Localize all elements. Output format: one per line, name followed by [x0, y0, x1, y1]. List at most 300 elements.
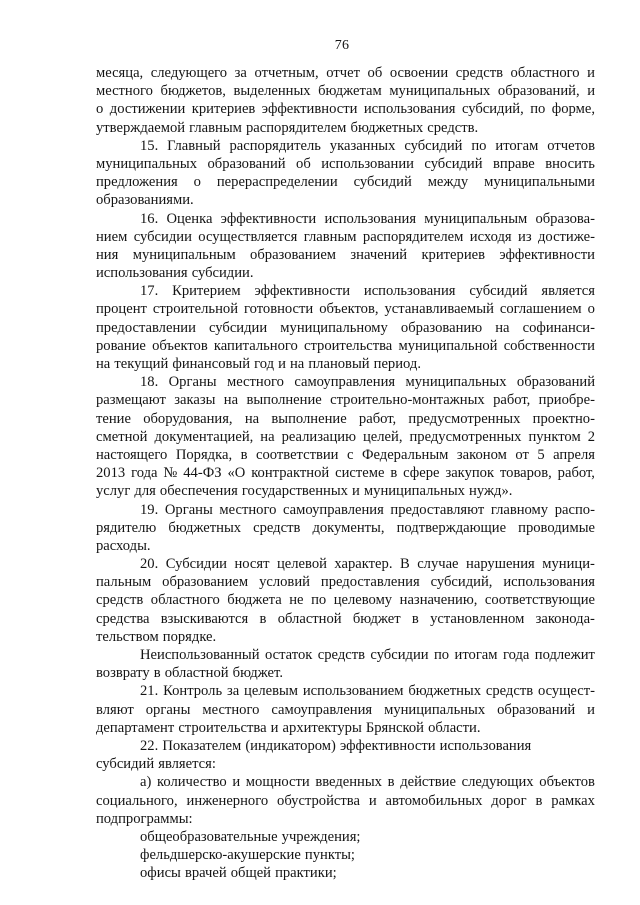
word: субсидий, [430, 574, 493, 591]
word: областной [277, 610, 342, 627]
word: Органы [164, 501, 213, 518]
word: Главный [167, 137, 221, 154]
word: а) [140, 774, 152, 791]
word: следующего [150, 65, 228, 81]
word: бюджетных [408, 683, 482, 700]
text-line [96, 82, 595, 100]
word: остаток [264, 647, 313, 663]
word: 16. [140, 210, 159, 227]
word: между [427, 174, 469, 191]
word: на [495, 319, 510, 336]
word: субсидий [404, 137, 463, 154]
word: муниципальных [363, 483, 465, 500]
word: самоуправления [294, 374, 396, 391]
word: государственных [241, 483, 348, 500]
word: и [270, 719, 279, 736]
word: на [290, 356, 305, 372]
text-line [96, 300, 595, 318]
word: законом [456, 446, 507, 463]
word: 19. [140, 501, 159, 518]
word: готовности [243, 301, 314, 318]
word: перераспределении [216, 174, 338, 191]
word: случае [417, 556, 459, 573]
word: документы, [312, 519, 385, 536]
word: является [541, 283, 595, 300]
word: реализацию [281, 428, 356, 445]
word: в [535, 792, 543, 809]
word: выполнение [271, 410, 347, 427]
word: критериев [421, 246, 485, 263]
word: образованию [400, 319, 483, 336]
word: и [278, 356, 286, 372]
word: департамент [96, 719, 175, 736]
word: работ, [557, 465, 595, 482]
word: муниципальными [484, 174, 595, 191]
word: оборудования, [143, 410, 233, 427]
word: взыскиваются [160, 610, 249, 627]
text-line [96, 501, 595, 519]
word: использованием [302, 683, 404, 700]
word: муниципальных [389, 83, 491, 100]
word: бюджет [352, 610, 401, 627]
word: Контроль [163, 683, 223, 700]
text-line [96, 246, 595, 264]
word: строительства [178, 719, 267, 736]
word: назначению, [399, 592, 478, 609]
word: 15. [140, 137, 159, 154]
word: муници- [542, 556, 595, 573]
word: отчет [326, 65, 360, 81]
text-line [96, 446, 595, 464]
word: условий [259, 574, 310, 591]
word: на [96, 356, 111, 372]
text-line [96, 519, 595, 537]
word: эффективности [254, 283, 351, 300]
word: средств [96, 592, 144, 609]
word: В [399, 556, 410, 573]
word: процент [96, 301, 147, 318]
word: 18. [140, 374, 159, 391]
word: эффективности [499, 246, 595, 263]
text-line [96, 155, 595, 173]
word: от [515, 446, 529, 463]
word: утверждаемой [96, 119, 186, 136]
word: эффективности [220, 210, 317, 227]
word: пунктом [528, 428, 581, 445]
word: Порядка, [175, 446, 233, 463]
word: образований [207, 155, 286, 172]
word: контрактной [251, 465, 330, 482]
text-line [96, 591, 595, 609]
word: на [260, 428, 275, 445]
word: отчетным, [254, 65, 319, 81]
word: закупок [445, 465, 495, 482]
word: по [311, 592, 327, 609]
word: вляют [96, 701, 134, 718]
word: и [587, 83, 595, 100]
word: системе [335, 465, 385, 482]
word: субсидии [209, 319, 268, 336]
text-line [96, 755, 595, 773]
word: порядке. [162, 628, 217, 645]
word: год [254, 356, 275, 372]
word: Федеральным [361, 446, 449, 463]
word: образований [497, 701, 576, 718]
text-line [96, 810, 595, 828]
text-line [96, 792, 595, 810]
word: за [226, 683, 240, 700]
word: Критерием [172, 283, 241, 300]
word: целевой [276, 556, 327, 573]
text-line [96, 773, 595, 791]
text-line [96, 701, 595, 719]
word: период. [373, 356, 421, 372]
word: соответствующие [484, 592, 595, 609]
word: главным [303, 228, 357, 245]
word: образованием [250, 246, 337, 263]
text-line [96, 337, 595, 355]
text-line [96, 319, 595, 337]
word: муниципальных [384, 701, 486, 718]
word: нужд». [469, 483, 513, 500]
word: фельдшерско-акушерские [140, 847, 301, 864]
text-line [96, 864, 595, 882]
word: 21. [140, 683, 159, 700]
word: муниципальным [132, 246, 236, 263]
word: соглашением [499, 301, 582, 318]
word: на [244, 410, 260, 427]
word: 22. [140, 737, 159, 754]
text-line [96, 173, 595, 191]
word: рядителю [96, 519, 157, 536]
word: средств [317, 647, 365, 663]
word: бюджет. [232, 665, 283, 682]
word: значений [350, 246, 408, 263]
text-line [96, 282, 595, 300]
word: распо- [554, 501, 595, 518]
word: в [390, 465, 398, 482]
word: предоставляют [390, 501, 485, 518]
word: объектов [152, 337, 208, 354]
word: средств. [427, 119, 479, 136]
word: местного [202, 701, 260, 718]
word: и [232, 774, 241, 791]
word: и [587, 65, 595, 81]
word: носят [234, 556, 270, 573]
word: документацией, [154, 428, 254, 445]
word: общеобразовательные [140, 828, 278, 845]
word: подлежит [534, 647, 595, 663]
text-line [96, 228, 595, 246]
word: апреля [553, 446, 595, 463]
word: по [434, 647, 450, 663]
word: предложения [96, 174, 178, 191]
word: из [518, 228, 532, 245]
word: достиже- [537, 228, 595, 245]
word: на [223, 392, 239, 409]
text-line [96, 119, 595, 137]
word: и [352, 483, 360, 500]
word: Неиспользованный [140, 647, 260, 663]
word: капитального [213, 337, 298, 354]
word: целевому [333, 592, 393, 609]
word: эффективности [261, 101, 358, 118]
word: Субсидии [165, 556, 227, 573]
word: о [96, 101, 104, 118]
word: для [134, 483, 156, 500]
word: указанных [329, 137, 396, 154]
word: о [587, 301, 595, 318]
word: текущий [114, 356, 169, 372]
word: собственности [503, 337, 595, 354]
text-line [96, 410, 595, 428]
word: пункты; [304, 847, 355, 864]
text-line [96, 210, 595, 228]
word: объектов, [319, 301, 379, 318]
word: 20. [140, 556, 159, 573]
word: главному [490, 501, 549, 518]
word: не [289, 592, 304, 609]
word: 2 [587, 428, 595, 445]
text-line [96, 537, 595, 555]
word: образованиями. [96, 192, 194, 209]
word: и [368, 792, 377, 809]
word: в [259, 610, 267, 627]
word: образований, [497, 83, 580, 100]
word: возврату [96, 665, 150, 682]
word: подпрограммы: [96, 810, 193, 827]
text-line [96, 646, 595, 664]
word: следующих [461, 774, 534, 791]
word: Оценка [166, 210, 213, 227]
word: области. [428, 719, 481, 736]
page-number: 76 [334, 38, 350, 53]
word: строительной [152, 301, 239, 318]
word: главным [189, 119, 242, 136]
text-line [96, 391, 595, 409]
word: местного [219, 501, 277, 518]
word: введенных [315, 774, 382, 791]
word: года [131, 465, 158, 482]
word: областного [150, 592, 220, 609]
text-line [96, 828, 595, 846]
word: об [367, 65, 383, 81]
word: местного [96, 83, 153, 100]
word: осуществляется [198, 228, 298, 245]
word: использования [503, 574, 595, 591]
word: субсидии [370, 647, 429, 663]
word: законода- [535, 610, 595, 627]
word: нарушения [466, 556, 535, 573]
word: объектов [539, 774, 595, 791]
word: об [296, 155, 311, 172]
word: общей [230, 865, 271, 882]
word: вправе [493, 155, 535, 172]
text-line [96, 682, 595, 700]
word: практики; [275, 865, 337, 882]
word: субсидии. [191, 265, 254, 282]
word: критериев [191, 101, 256, 118]
word: товаров, [499, 465, 552, 482]
word: субсидий [96, 756, 155, 773]
word: количество [157, 774, 227, 791]
word: органы [145, 701, 191, 718]
word: работ, [358, 410, 397, 427]
word: Брянской [365, 719, 424, 736]
word: по [471, 137, 487, 154]
word: муниципальных [405, 374, 507, 391]
word: бюджетам [318, 83, 382, 100]
word: использования [96, 265, 188, 282]
word: самоуправления [271, 701, 373, 718]
word: предусмотренных [408, 410, 521, 427]
text-line [96, 64, 595, 82]
word: субсидий [469, 283, 528, 300]
word: использования [363, 283, 456, 300]
word: целевым [244, 683, 299, 700]
word: в [240, 446, 248, 463]
word: размещают [96, 392, 166, 409]
word: о [193, 174, 201, 191]
word: и [587, 701, 595, 718]
text-line [96, 482, 595, 500]
word: года [502, 647, 530, 663]
word: в [153, 665, 161, 682]
word: тение [96, 410, 131, 427]
word: самоуправления [283, 501, 384, 518]
text-line [96, 191, 595, 209]
word: рование [96, 337, 146, 354]
word: обустройства [277, 792, 360, 809]
text-line [96, 573, 595, 591]
word: освоении [389, 65, 449, 81]
word: областного [510, 65, 580, 81]
word: является: [158, 756, 216, 773]
word: вносить [545, 155, 595, 172]
word: услуг [96, 483, 131, 500]
word: соответствии [256, 446, 339, 463]
text-line [96, 719, 595, 737]
word: распорядитель [229, 137, 321, 154]
word: предоставлении [96, 319, 196, 336]
word: 2013 [96, 465, 126, 482]
word: врачей [184, 865, 227, 882]
word: установленном [430, 610, 525, 627]
word: за [234, 65, 247, 81]
word: средств [455, 65, 503, 81]
word: Органы [168, 374, 217, 391]
word: месяца, [96, 65, 144, 81]
word: бюджетных [350, 119, 424, 136]
word: строительства [304, 337, 393, 354]
word: 5 [537, 446, 545, 463]
word: в [387, 774, 395, 791]
word: плановый [308, 356, 370, 372]
text-line [96, 737, 595, 755]
word: приобре- [538, 392, 595, 409]
word: «О [227, 465, 246, 482]
word: характер. [334, 556, 393, 573]
word: мощности [245, 774, 310, 791]
word: устанавливаемый [384, 301, 494, 318]
word: целей, [362, 428, 403, 445]
word: выделенных [233, 83, 311, 100]
word: бюджета [227, 592, 282, 609]
word: эффективности [339, 737, 436, 754]
word: достижении [109, 101, 186, 118]
text-line [96, 373, 595, 391]
text-line [96, 464, 595, 482]
text-line [96, 846, 595, 864]
word: по [530, 101, 546, 118]
word: работ, [493, 392, 531, 409]
word: образований [516, 374, 595, 391]
word: обеспечения [159, 483, 238, 500]
word: инженерного [186, 792, 269, 809]
body-text [96, 64, 595, 882]
word: распорядителем [245, 119, 347, 136]
word: № [163, 465, 178, 482]
word: использовании [321, 155, 414, 172]
text-line [96, 355, 595, 373]
word: бюджетных [168, 519, 242, 536]
word: заказы [174, 392, 216, 409]
word: расходы. [96, 537, 151, 554]
word: ния [96, 246, 119, 263]
word: действие [400, 774, 456, 791]
word: тельством [96, 628, 159, 645]
text-line [96, 610, 595, 628]
word: нием [96, 228, 128, 245]
word: субсидий, [461, 101, 524, 118]
word: предусмотренных [409, 428, 522, 445]
word: субсидий [353, 174, 412, 191]
word: отчетов [547, 137, 595, 154]
word: средства [96, 610, 150, 627]
word: сметной [96, 428, 148, 445]
word: 17. [140, 283, 159, 300]
word: 44-ФЗ [183, 465, 222, 482]
word: дорог [491, 792, 527, 809]
text-line [96, 664, 595, 682]
text-line [96, 555, 595, 573]
word: использования [324, 210, 417, 227]
word: офисы [140, 865, 181, 882]
word: муниципальной [398, 337, 498, 354]
text-line [96, 100, 595, 118]
word: местного [226, 374, 284, 391]
word: строительно-монтажных [330, 392, 485, 409]
word: в [411, 610, 419, 627]
word: Показателем [162, 737, 242, 754]
word: бюджетов, [160, 83, 226, 100]
word: образова- [535, 210, 595, 227]
word: муниципальным [424, 210, 528, 227]
word: форме, [551, 101, 595, 118]
word: образованием [162, 574, 249, 591]
word: распорядителем [362, 228, 464, 245]
word: архитектуры [282, 719, 362, 736]
word: предоставления [320, 574, 420, 591]
word: субсидии [133, 228, 192, 245]
word: социального, [96, 792, 178, 809]
word: использования [363, 101, 456, 118]
word: проводимые [518, 519, 595, 536]
word: субсидий [424, 155, 483, 172]
word: муниципальных [96, 155, 198, 172]
word: сфере [403, 465, 440, 482]
word: проектно- [532, 410, 595, 427]
